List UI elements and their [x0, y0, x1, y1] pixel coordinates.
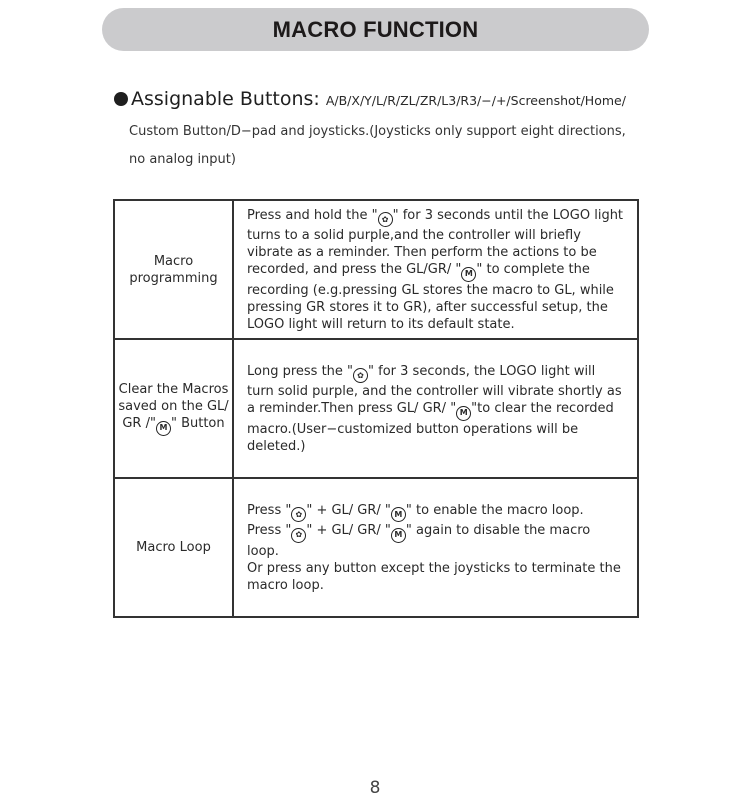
m-button-icon: M [391, 528, 406, 543]
m-button-icon: M [461, 267, 476, 282]
assignable-line-2: Custom Button/D−pad and joysticks.(Joysticks only support eight directions, [129, 124, 626, 139]
m-button-icon: M [391, 507, 406, 522]
assignable-line-3: no analog input) [129, 152, 236, 167]
table-row [114, 200, 638, 339]
section-title-bar [102, 8, 649, 51]
row-label: Macro Loop [114, 478, 233, 617]
assignable-heading: Assignable Buttons: [131, 88, 320, 110]
gear-icon: ✿ [353, 368, 368, 383]
m-button-icon: M [456, 406, 471, 421]
table-row [114, 478, 638, 617]
assignable-buttons-list: A/B/X/Y/L/R/ZL/ZR/L3/R3/−/+/Screenshot/Home/ [325, 93, 626, 108]
table-row [114, 339, 638, 478]
gear-icon: ✿ [378, 212, 393, 227]
macro-function-table [113, 199, 639, 618]
page-title: MACRO FUNCTION [272, 16, 479, 42]
row-description: Press and hold the " ✿ " for 3 seconds until the LOGO light turns to a solid purple,and the controller will briefly vibrate as a reminder. Then perform the actions to be recorded, and press the GL/GR/ " M " to complete the recording (e.g.pressing GL stores the macro to GL, while pressing GR stores it to GR), after successful setup, the LOGO light will return to its default state. [233, 200, 638, 339]
gear-icon: ✿ [291, 507, 306, 522]
m-button-icon: M [156, 421, 171, 436]
page-number: 8 [369, 778, 381, 798]
bullet-icon [114, 92, 128, 106]
row-label: Clear the Macros saved on the GL/ GR /" M " Button [114, 339, 233, 478]
assignable-buttons-section [114, 88, 674, 174]
gear-icon: ✿ [291, 528, 306, 543]
row-description: Long press the " ✿ " for 3 seconds, the LOGO light will turn solid purple, and the controller will vibrate shortly as a reminder.Then press GL/ GR/ " M "to clear the recorded macro.(User−customized button operations will be deleted.) [233, 339, 638, 478]
row-label: Macro programming [114, 200, 233, 339]
row-description: Press " ✿ " + GL/ GR/ " M " to enable the macro loop. Press " ✿ " + GL/ GR/ " M " again to disable the macro loop. Or press any button except the joysticks to terminate the macro loop. [233, 478, 638, 617]
